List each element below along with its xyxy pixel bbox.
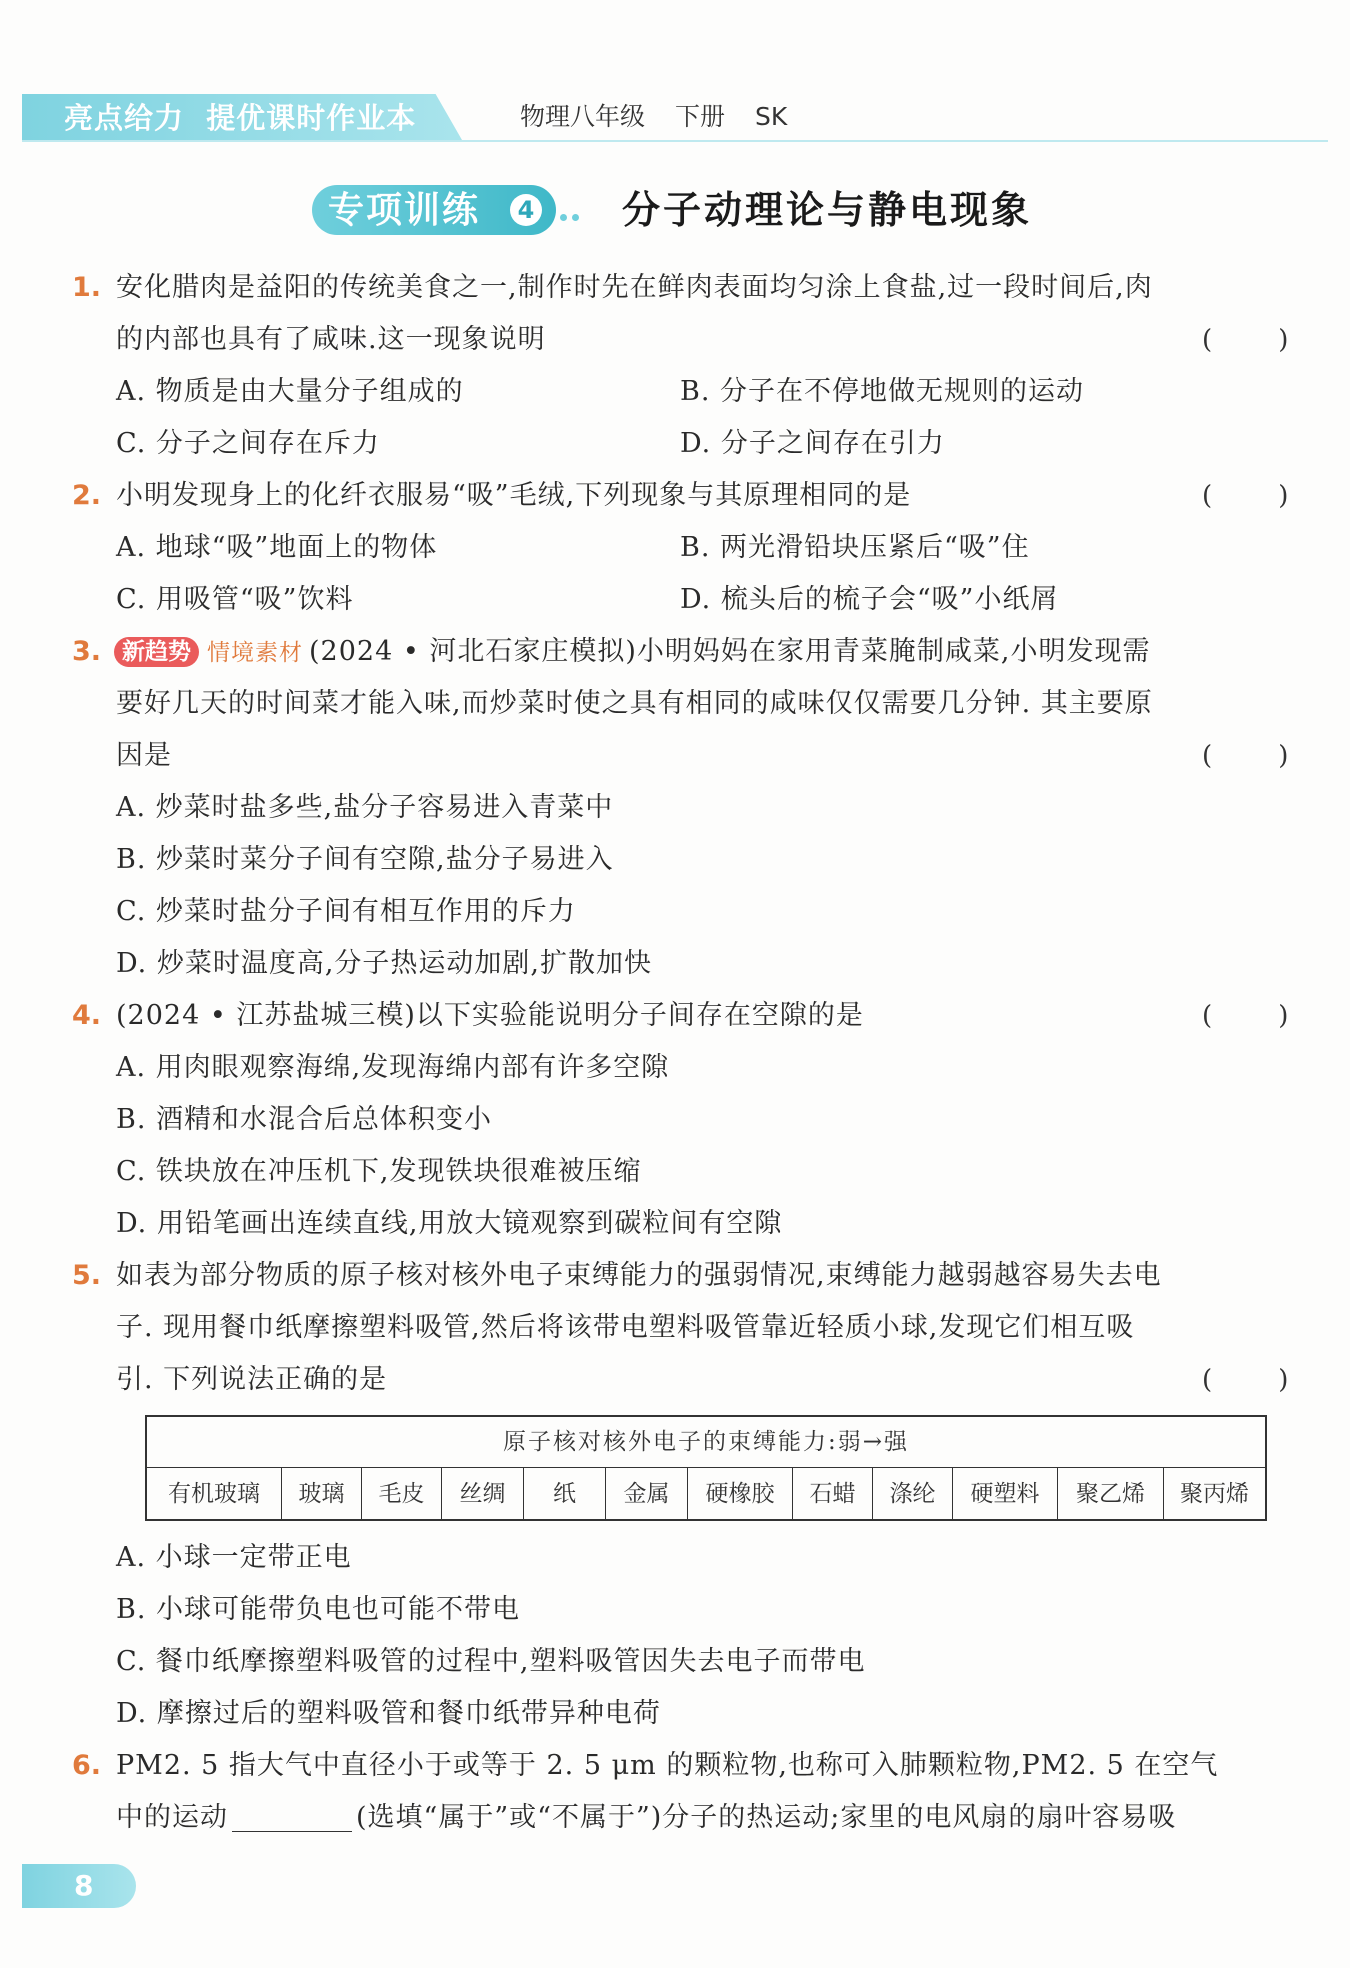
- option-c: C. 餐巾纸摩擦塑料吸管的过程中,塑料吸管因失去电子而带电: [116, 1646, 866, 1677]
- question-number: 4.: [72, 1000, 102, 1031]
- table-cell: 聚丙烯: [1180, 1481, 1249, 1507]
- table-row: [147, 1468, 1265, 1520]
- option-a: A. 炒菜时盐多些,盐分子容易进入青菜中: [116, 792, 614, 823]
- section-badge-number: 4: [510, 194, 542, 226]
- table-cell: 纸: [524, 1468, 606, 1520]
- question-number: 1.: [72, 272, 102, 303]
- new-trend-tag: 新趋势: [114, 637, 199, 667]
- question-stem-text: (选填“属于”或“不属于”)分子的热运动;家里的电风扇的扇叶容易吸: [356, 1802, 1177, 1833]
- option-b: B. 分子在不停地做无规则的运动: [680, 376, 1085, 407]
- question-stem-line: (2024 • 江苏盐城三模)以下实验能说明分子间存在空隙的是: [116, 1000, 864, 1031]
- option-d: D. 梳头后的梳子会“吸”小纸屑: [680, 584, 1059, 615]
- question-stem-line: 安化腊肉是益阳的传统美食之一,制作时先在鲜肉表面均匀涂上食盐,过一段时间后,肉: [116, 272, 1153, 303]
- header-divider: [22, 140, 1328, 142]
- table-cell: 硬塑料: [953, 1468, 1058, 1520]
- question-stem-line: PM2. 5 指大气中直径小于或等于 2. 5 μm 的颗粒物,也称可入肺颗粒物,PM2. 5 在空气: [116, 1750, 1219, 1781]
- table-heading: 原子核对核外电子的束缚能力:弱→强: [147, 1417, 1265, 1468]
- question-stem-line: [116, 1798, 1176, 1838]
- table-cell: 玻璃: [282, 1468, 362, 1520]
- fill-in-blank[interactable]: [232, 1805, 352, 1832]
- table-cell: 丝绸: [442, 1468, 524, 1520]
- question-stem-line: 因是: [116, 740, 172, 771]
- option-d: D. 炒菜时温度高,分子热运动加剧,扩散加快: [116, 948, 653, 979]
- question-stem-line: 的内部也具有了咸味.这一现象说明: [116, 324, 546, 355]
- question-stem-line: 引. 下列说法正确的是: [116, 1364, 388, 1395]
- option-a: A. 小球一定带正电: [116, 1542, 352, 1573]
- option-c: C. 炒菜时盐分子间有相互作用的斥力: [116, 896, 576, 927]
- question-stem-line: [114, 632, 1150, 673]
- option-a: A. 用肉眼观察海绵,发现海绵内部有许多空隙: [116, 1052, 670, 1083]
- table-cell: 有机玻璃: [147, 1468, 282, 1520]
- option-a: A. 物质是由大量分子组成的: [116, 376, 464, 407]
- section-title: 分子动理论与静电现象: [622, 187, 1033, 232]
- option-b: B. 两光滑铅块压紧后“吸”住: [680, 532, 1030, 563]
- option-b: B. 酒精和水混合后总体积变小: [116, 1104, 493, 1135]
- answer-parentheses: ( ): [1202, 741, 1289, 771]
- electron-binding-table: [145, 1415, 1267, 1521]
- table-cell: 石蜡: [793, 1468, 873, 1520]
- table-cell: 毛皮: [362, 1468, 442, 1520]
- question-stem-text: 中的运动: [116, 1802, 228, 1833]
- option-a: A. 地球“吸”地面上的物体: [116, 532, 438, 563]
- option-d: D. 分子之间存在引力: [680, 428, 945, 459]
- header-grade: 物理八年级: [520, 102, 646, 131]
- option-c: C. 分子之间存在斥力: [116, 428, 380, 459]
- section-badge-label: 专项训练: [328, 189, 481, 231]
- option-c: C. 铁块放在冲压机下,发现铁块很难被压缩: [116, 1156, 642, 1187]
- answer-parentheses: ( ): [1202, 1365, 1289, 1395]
- option-c: C. 用吸管“吸”饮料: [116, 584, 354, 615]
- section-dots-decoration: [560, 206, 584, 225]
- context-material-tag: 情境素材: [207, 640, 303, 666]
- table-cell: 金属: [606, 1468, 688, 1520]
- table-cell: 涤纶: [873, 1468, 953, 1520]
- question-stem-line: 如表为部分物质的原子核对核外电子束缚能力的强弱情况,束缚能力越弱越容易失去电: [116, 1260, 1162, 1291]
- question-stem-text: (2024 • 河北石家庄模拟)小明妈妈在家用青菜腌制咸菜,小明发现需: [309, 636, 1151, 667]
- question-number: 3.: [72, 636, 102, 667]
- question-stem-line: 要好几天的时间菜才能入味,而炒菜时使之具有相同的咸味仅仅需要几分钟. 其主要原: [116, 688, 1153, 719]
- question-number: 5.: [72, 1260, 102, 1291]
- header-series-title: 亮点给力 提优课时作业本: [64, 101, 417, 135]
- header-edition: SK: [755, 102, 788, 131]
- header-volume: 下册: [675, 102, 726, 131]
- page-number: 8: [74, 1869, 94, 1902]
- answer-parentheses: ( ): [1202, 1001, 1289, 1031]
- option-d: D. 摩擦过后的塑料吸管和餐巾纸带异种电荷: [116, 1698, 661, 1729]
- question-stem-line: 子. 现用餐巾纸摩擦塑料吸管,然后将该带电塑料吸管靠近轻质小球,发现它们相互吸: [116, 1312, 1135, 1343]
- header-subject: [520, 99, 817, 135]
- question-number: 2.: [72, 480, 102, 511]
- answer-parentheses: ( ): [1202, 325, 1289, 355]
- question-stem-line: 小明发现身上的化纤衣服易“吸”毛绒,下列现象与其原理相同的是: [116, 480, 912, 511]
- answer-parentheses: ( ): [1202, 481, 1289, 511]
- option-d: D. 用铅笔画出连续直线,用放大镜观察到碳粒间有空隙: [116, 1208, 783, 1239]
- table-cell: 聚乙烯: [1058, 1468, 1164, 1520]
- option-b: B. 炒菜时菜分子间有空隙,盐分子易进入: [116, 844, 614, 875]
- option-b: B. 小球可能带负电也可能不带电: [116, 1594, 521, 1625]
- table-cell: 硬橡胶: [688, 1468, 793, 1520]
- question-number: 6.: [72, 1750, 102, 1781]
